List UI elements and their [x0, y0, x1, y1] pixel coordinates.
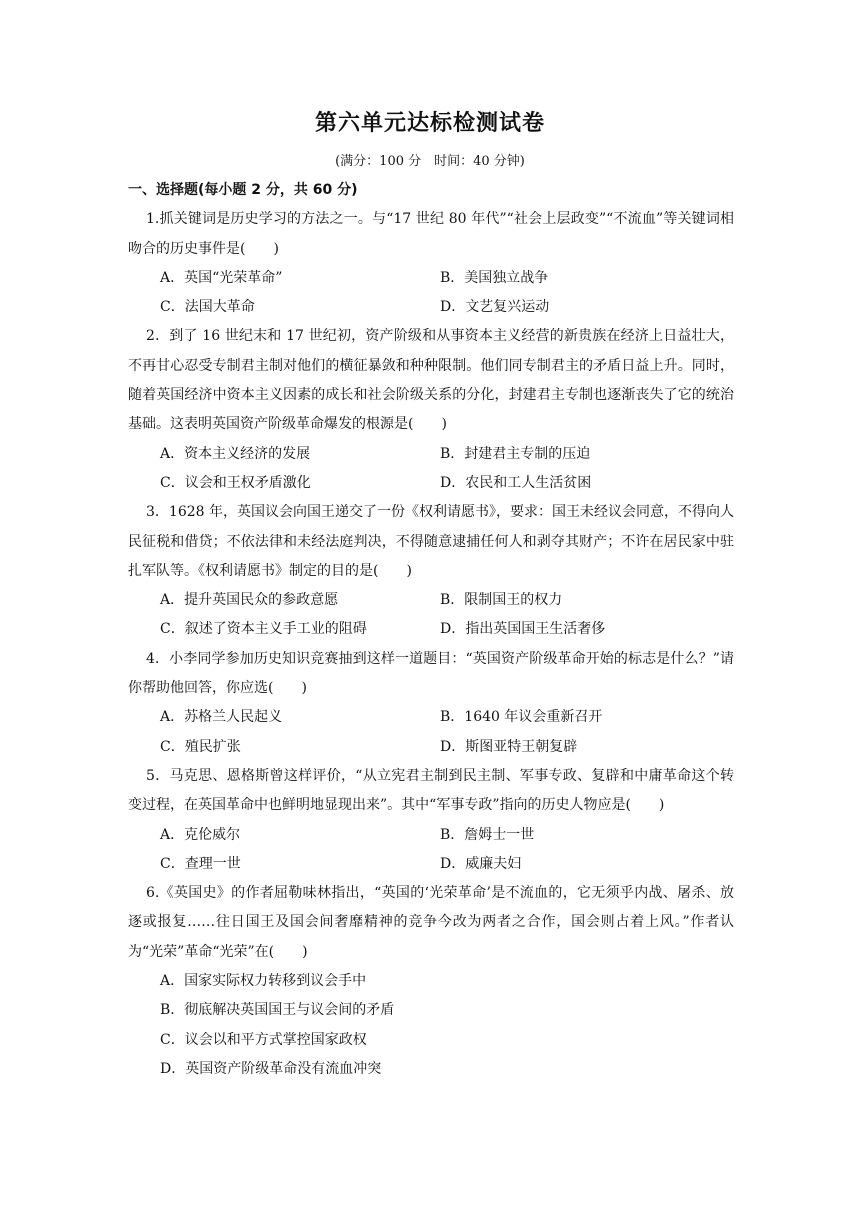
option-c: C．叙述了资本主义手工业的阻碍 — [160, 621, 367, 638]
question-3 — [128, 498, 734, 644]
option-c: C．议会和王权矛盾激化 — [160, 474, 311, 491]
options — [128, 967, 734, 1084]
options — [128, 586, 734, 645]
question-5 — [128, 762, 734, 879]
option-a: A．提升英国民众的参政意愿 — [160, 592, 339, 609]
option-d: D．指出英国国王生活奢侈 — [440, 621, 606, 638]
section-heading: 一、选择题(每小题 2 分，共 60 分) — [128, 182, 358, 198]
option-c: C．殖民扩张 — [160, 738, 241, 755]
options — [128, 440, 734, 499]
options — [128, 821, 734, 880]
option-a: A．国家实际权力转移到议会手中 — [160, 973, 367, 990]
option-d: D．文艺复兴运动 — [440, 299, 550, 316]
option-c: C．议会以和平方式掌控国家政权 — [160, 1031, 367, 1048]
options — [128, 264, 734, 323]
question-stem: 5．马克思、恩格斯曾这样评价，“从立宪君主制到民主制、军事专政、复辟和中庸革命这个转变过程，在英国革命中也鲜明地显现出来”。其中“军事专政”指向的历史人物应是( ) — [128, 767, 734, 814]
option-a: A．苏格兰人民起义 — [160, 709, 283, 726]
question-1 — [128, 205, 734, 322]
option-b: B．限制国王的权力 — [440, 592, 563, 609]
option-d: D．斯图亚特王朝复辟 — [440, 738, 578, 755]
option-a: A．克伦威尔 — [160, 826, 241, 843]
option-d: D．威廉夫妇 — [440, 855, 522, 872]
question-4 — [128, 645, 734, 762]
option-b: B．美国独立战争 — [440, 269, 549, 286]
question-stem: 6.《英国史》的作者屈勒味林指出，“英国的‘光荣革命’是不流血的，它无须乎内战、屠杀、放逐或报复……往日国王及国会间奢靡精神的竞争今改为两者之合作，国会则占着上风。”作者认为“光荣”革命“光荣”在( ) — [128, 885, 734, 960]
option-c: C．查理一世 — [160, 855, 241, 872]
question-6 — [128, 879, 734, 1084]
question-stem: 2．到了 16 世纪末和 17 世纪初，资产阶级和从事资本主义经营的新贵族在经济上日益壮大，不再甘心忍受专制君主制对他们的横征暴敛和种种限制。他们同专制君主的矛盾日益上升。同时，随着英国经济中资本主义因素的成长和社会阶级关系的分化，封建君主专制也逐渐丧失了它的统治基础。这表明英国资产阶级革命爆发的根源是( ) — [128, 328, 734, 433]
question-stem: 1.抓关键词是历史学习的方法之一。与“17 世纪 80 年代”“社会上层政变”“不流血”等关键词相吻合的历史事件是( ) — [128, 211, 734, 257]
question-list — [128, 176, 734, 1084]
question-stem: 3．1628 年，英国议会向国王递交了一份《权利请愿书》，要求：国王未经议会同意，不得向人民征税和借贷；不依法律和未经法庭判决，不得随意逮捕任何人和剥夺其财产；不许在居民家中驻扎军队等。《权利请愿书》制定的目的是( ) — [128, 504, 734, 579]
option-d: D．英国资产阶级革命没有流血冲突 — [160, 1060, 382, 1077]
option-b: B．1640 年议会重新召开 — [440, 709, 603, 726]
option-c: C．法国大革命 — [160, 299, 255, 316]
question-2 — [128, 322, 734, 498]
option-a: A．资本主义经济的发展 — [160, 445, 311, 462]
exam-info: (满分：100 分 时间：40 分钟) — [335, 154, 525, 169]
option-b: B．封建君主专制的压迫 — [440, 445, 591, 462]
option-a: A．英国“光荣革命” — [160, 269, 283, 286]
question-stem: 4．小李同学参加历史知识竞赛抽到这样一道题目：“英国资产阶级革命开始的标志是什么？”请你帮助他回答，你应选( ) — [128, 650, 734, 697]
page-title: 第六单元达标检测试卷 — [314, 110, 545, 136]
option-d: D．农民和工人生活贫困 — [440, 474, 592, 491]
option-b: B．彻底解决英国国王与议会间的矛盾 — [160, 1002, 395, 1019]
options — [128, 703, 734, 762]
option-b: B．詹姆士一世 — [440, 826, 535, 843]
